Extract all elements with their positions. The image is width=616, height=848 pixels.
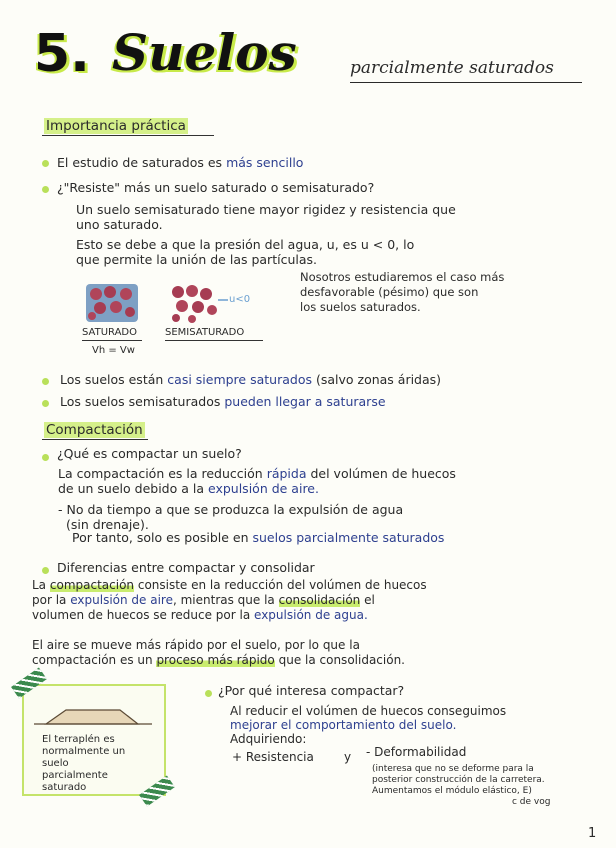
bullet-icon — [42, 378, 49, 385]
gain-resistance: + Resistencia — [232, 750, 314, 764]
heading-underline — [42, 439, 148, 440]
section-heading-importancia: Importancia práctica — [46, 118, 186, 134]
title-number: 5. — [34, 24, 90, 84]
embankment-icon — [24, 698, 164, 738]
paragraph-line: La compactación es la reducción rápida del volúmen de huecos — [58, 466, 456, 481]
footnote-line: (interesa que no se deforme para la — [372, 764, 534, 774]
paragraph-line: Por tanto, solo es posible en suelos parcialmente saturados — [72, 530, 445, 545]
bullet-text: El estudio de saturados es más sencillo — [57, 155, 304, 170]
footnote-line: posterior construcción de la carretera. — [372, 775, 545, 785]
label-underline — [165, 340, 263, 341]
bullet-icon — [42, 567, 49, 574]
paragraph-line: mejorar el comportamiento del suelo. — [230, 718, 457, 732]
side-note-line: los suelos saturados. — [300, 300, 421, 314]
saturated-equation: Vh = Vw — [92, 345, 135, 356]
gain-and: y — [344, 750, 352, 764]
heading-underline — [42, 135, 214, 136]
question-text: ¿Qué es compactar un suelo? — [57, 446, 242, 461]
bullet-icon — [42, 454, 49, 461]
bullet-icon — [42, 160, 49, 167]
paragraph-line: que permite la unión de las partículas. — [76, 252, 317, 267]
semisaturated-label: SEMISATURADO — [165, 327, 245, 338]
paragraph-line: (sin drenaje). — [66, 517, 149, 532]
footnote-line: c de vog — [512, 797, 551, 807]
section-heading-compactacion: Compactación — [46, 422, 143, 438]
paragraph-line: uno saturado. — [76, 217, 163, 232]
semisaturated-note: u<0 — [229, 294, 251, 305]
saturated-label: SATURADO — [82, 327, 137, 338]
bullet-icon — [205, 690, 212, 697]
paragraph-line: volumen de huecos se reduce por la expulsión de agua. — [32, 608, 368, 622]
side-note-line: desfavorable (pésimo) que son — [300, 285, 479, 299]
footnote-line: Aumentamos el módulo elástico, E) — [372, 786, 532, 796]
card-line: normalmente un — [42, 746, 126, 757]
paragraph-line: Un suelo semisaturado tiene mayor rigidez y resistencia que — [76, 202, 456, 217]
paragraph-line: Esto se debe a que la presión del agua, u, es u < 0, lo — [76, 237, 415, 252]
saturated-soil-icon — [86, 284, 138, 322]
paragraph-line: por la expulsión de aire, mientras que la consolidación el — [32, 593, 375, 607]
paragraph-line: Al reducir el volúmen de huecos conseguimos — [230, 704, 507, 718]
bullet-icon — [42, 186, 49, 193]
page-number: 1 — [588, 826, 597, 841]
title-word: Suelos — [112, 23, 297, 82]
card-line: parcialmente — [42, 770, 108, 781]
title-subtitle: parcialmente saturados — [350, 58, 554, 78]
bullet-icon — [42, 400, 49, 407]
paragraph-line: compactación es un proceso más rápido que la consolidación. — [32, 653, 405, 667]
paragraph-line: - No da tiempo a que se produzca la expulsión de agua — [58, 502, 404, 517]
embankment-note-card — [22, 684, 166, 796]
paragraph-line: El aire se mueve más rápido por el suelo, por lo que la — [32, 638, 360, 652]
question-text: ¿Por qué interesa compactar? — [218, 683, 405, 698]
card-line: saturado — [42, 782, 87, 793]
paragraph-line: Adquiriendo: — [230, 732, 307, 746]
paragraph-line: La compactación consiste en la reducción del volúmen de huecos — [32, 578, 427, 592]
semisaturated-soil-icon — [172, 285, 228, 323]
subtitle-underline — [350, 82, 582, 83]
paragraph-line: de un suelo debido a la expulsión de aire. — [58, 481, 319, 496]
label-underline — [82, 340, 142, 341]
bullet-text: Los suelos semisaturados pueden llegar a saturarse — [60, 394, 386, 409]
side-note-line: Nosotros estudiaremos el caso más — [300, 270, 505, 284]
bullet-text: Diferencias entre compactar y consolidar — [57, 560, 315, 575]
card-line: suelo — [42, 758, 69, 769]
bullet-text: Los suelos están casi siempre saturados (salvo zonas áridas) — [60, 372, 442, 387]
bullet-text: ¿"Resiste" más un suelo saturado o semisaturado? — [57, 180, 375, 195]
card-line: El terraplén es — [42, 734, 115, 745]
gain-deformability: - Deformabilidad — [366, 745, 467, 759]
